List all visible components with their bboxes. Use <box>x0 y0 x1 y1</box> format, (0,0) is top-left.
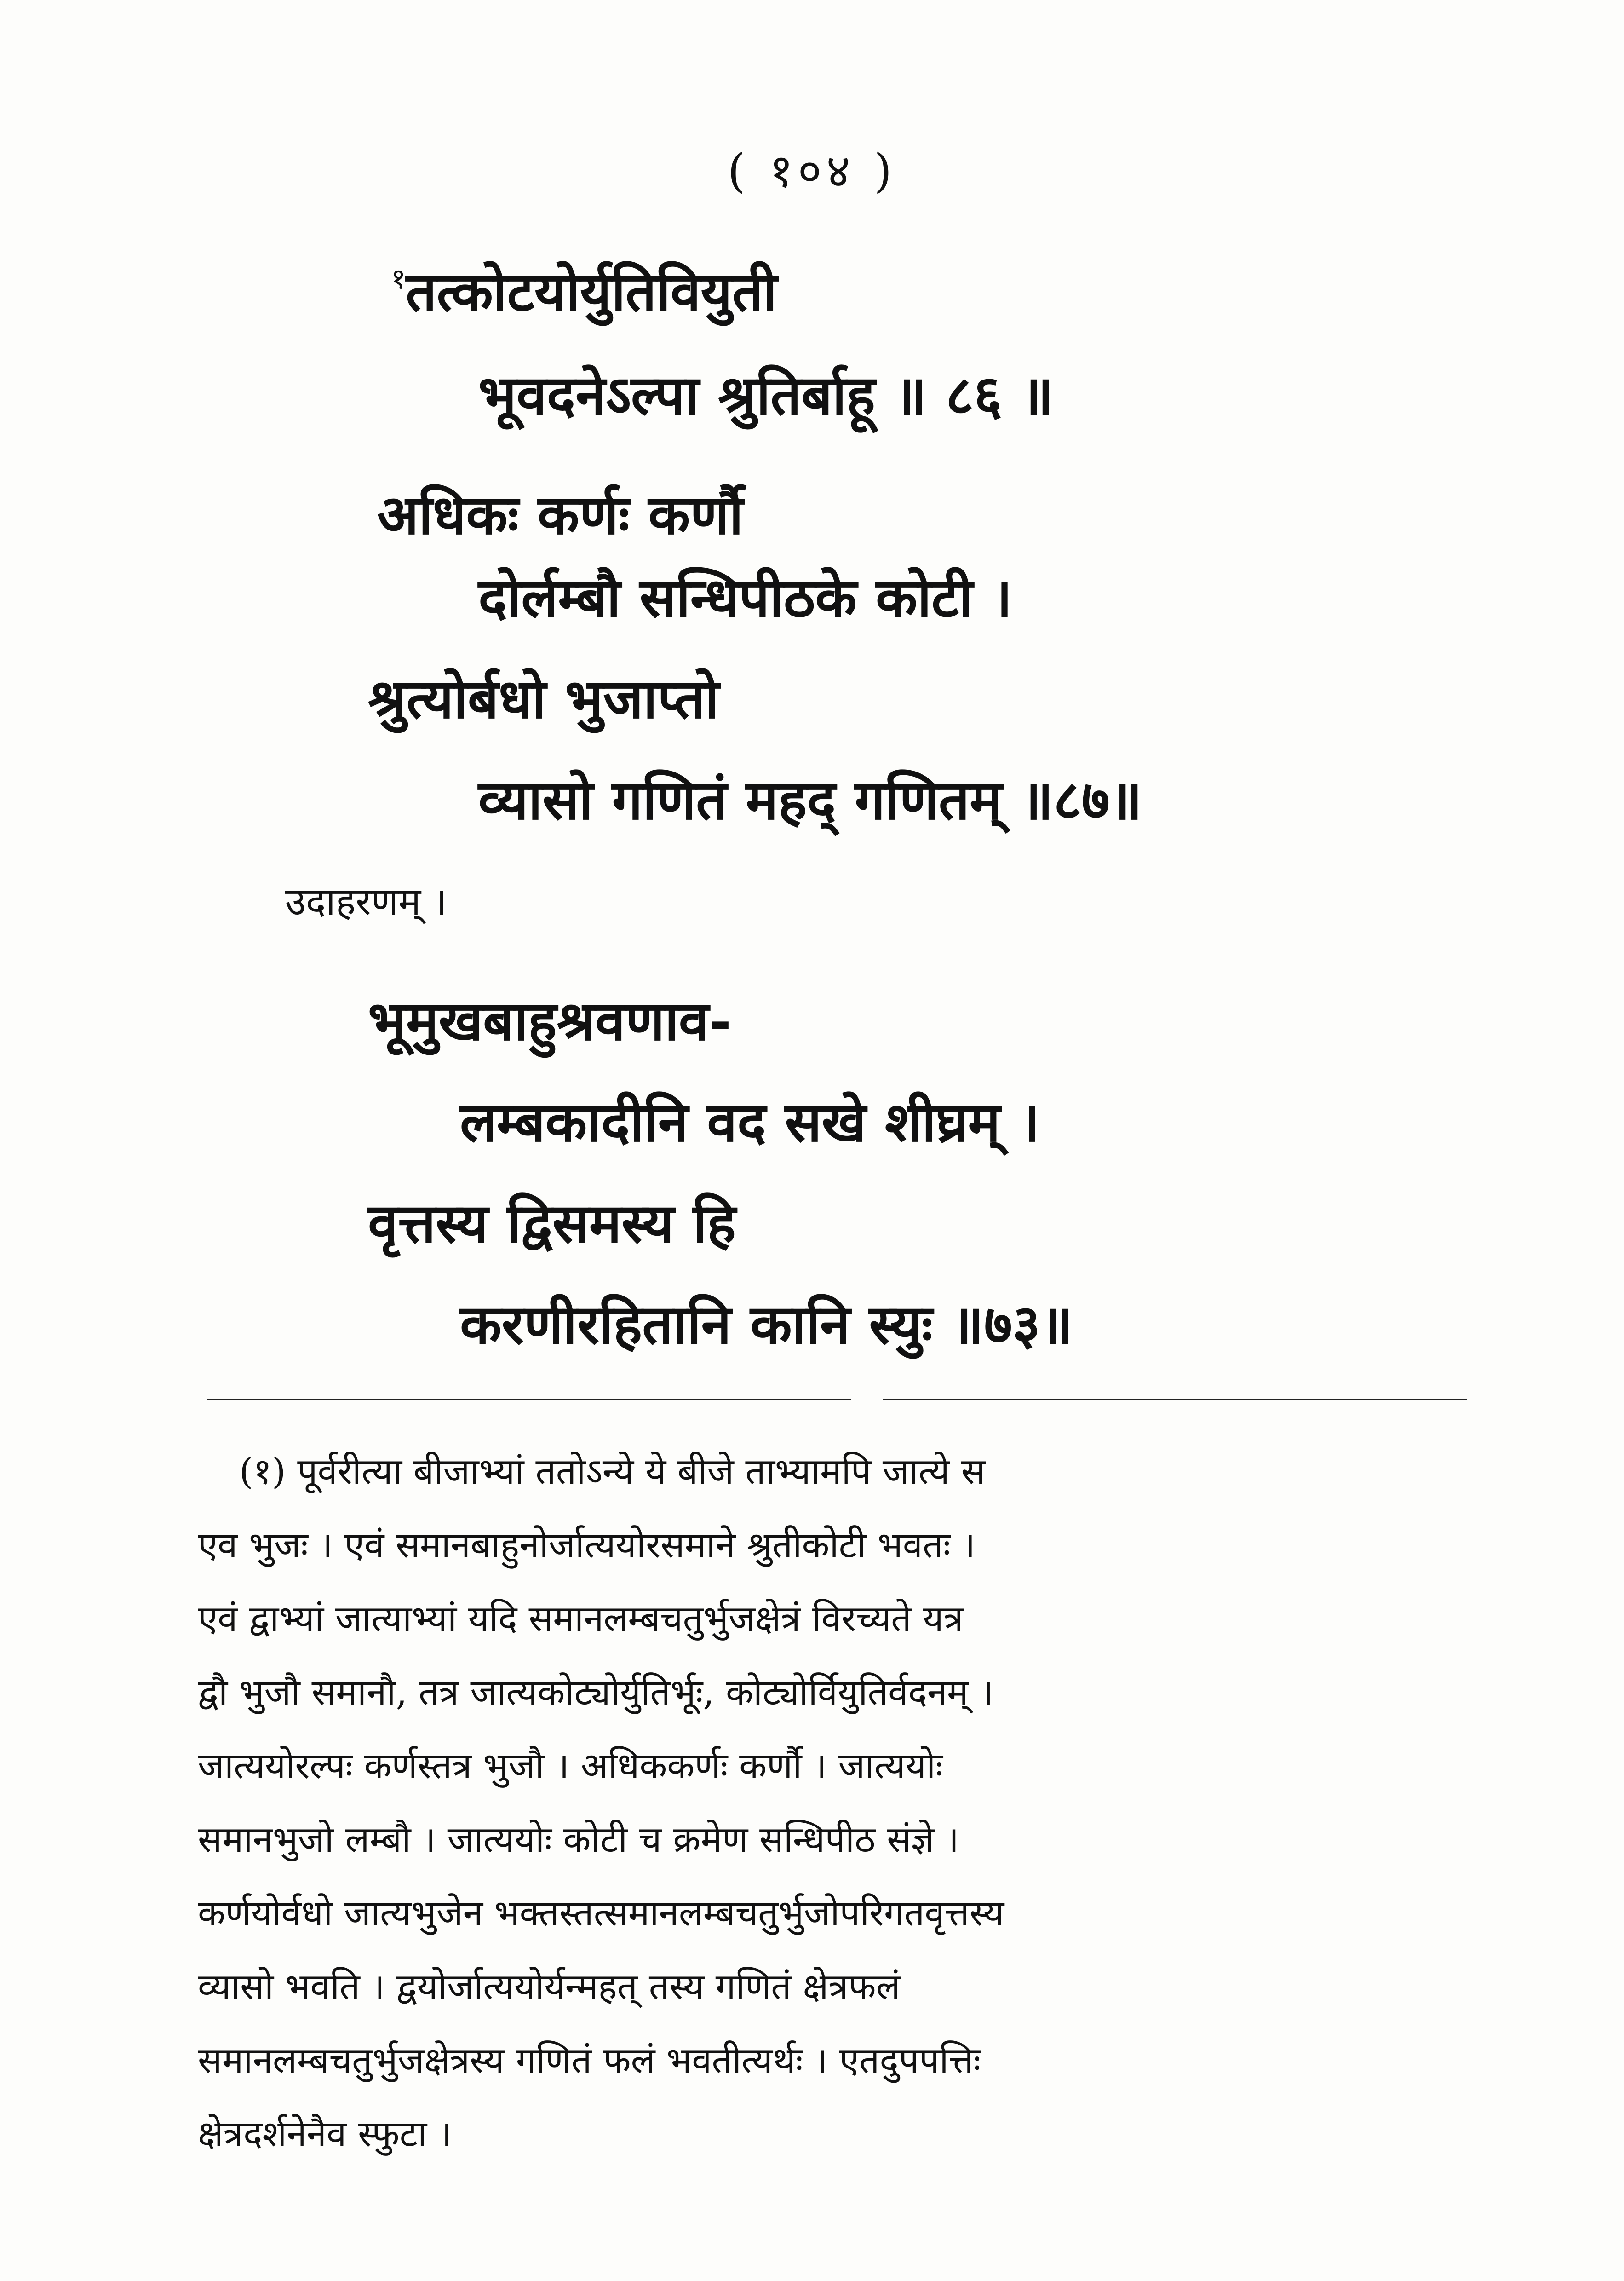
footnote-line: व्यासो भवति । द्वयोर्जात्ययोर्यन्महत् तस्य गणितं क्षेत्रफलं <box>198 1966 901 2008</box>
footnote-line: समानभुजो लम्बौ । जात्ययोः कोटी च क्रमेण सन्धिपीठ संज्ञे । <box>198 1819 959 1861</box>
verse-line: व्यासो गणितं महद्‌ गणितम् ॥८७॥ <box>478 768 1142 832</box>
footnote-line: क्षेत्रदर्शनेनैव स्फुटा । <box>198 2114 452 2155</box>
page-number: ( १०४ ) <box>727 144 897 198</box>
footnote-divider-left <box>207 1399 851 1400</box>
verse-line: अधिकः कर्णः कर्णौ <box>377 483 744 547</box>
verse-line: वृत्तस्य द्विसमस्य हि <box>368 1191 736 1255</box>
footnote-divider-right <box>883 1399 1467 1400</box>
verse-line: लम्बकादीनि वद सखे शीघ्रम् । <box>460 1090 1040 1154</box>
verse-line: दोर्लम्बौ सन्धिपीठके कोटी । <box>478 565 1013 629</box>
footnote-line: जात्ययोरल्पः कर्णस्तत्र भुजौ । अधिककर्णः कर्णौ । जात्ययोः <box>198 1745 943 1787</box>
footnote-line: एव भुजः । एवं समानबाहुनोर्जात्ययोरसमाने श्रुतीकोटी भवतः । <box>198 1525 976 1566</box>
footnote-line: एवं द्वाभ्यां जात्याभ्यां यदि समानलम्बचतुर्भुजक्षेत्रं विरच्यते यत्र <box>198 1598 964 1640</box>
verse-line: भूवदनेऽल्पा श्रुतिर्बाहू ॥ ८६ ॥ <box>478 363 1054 427</box>
example-heading: उदाहरणम् । <box>285 880 448 924</box>
footnote-marker: १ <box>391 262 406 295</box>
verse-line <box>391 259 777 323</box>
footnote-line: द्वौ भुजौ समानौ, तत्र जात्यकोट्योर्युतिर्भूः, कोट्योर्वियुतिर्वदनम् । <box>198 1672 994 1713</box>
verse-line: श्रुत्योर्बधो भुजाप्तो <box>368 667 719 731</box>
verse-line: करणीरहितानि कानि स्युः ॥७३॥ <box>460 1292 1073 1356</box>
footnote-line: समानलम्बचतुर्भुजक्षेत्रस्य गणितं फलं भवतीत्यर्थः । एतदुपपत्तिः <box>198 2040 981 2081</box>
footnote-line: कर्णयोर्वधो जात्यभुजेन भक्तस्तत्समानलम्बचतुर्भुजोपरिगतवृत्तस्य <box>198 1893 1004 1934</box>
footnote-line: (१) पूर्वरीत्या बीजाभ्यां ततोऽन्ये ये बीजे ताभ्यामपि जात्ये स <box>239 1451 986 1492</box>
verse-line: भूमुखबाहुश्रवणाव- <box>368 989 732 1053</box>
verse-line-text: तत्कोटयोर्युतिवियुती <box>406 259 777 323</box>
